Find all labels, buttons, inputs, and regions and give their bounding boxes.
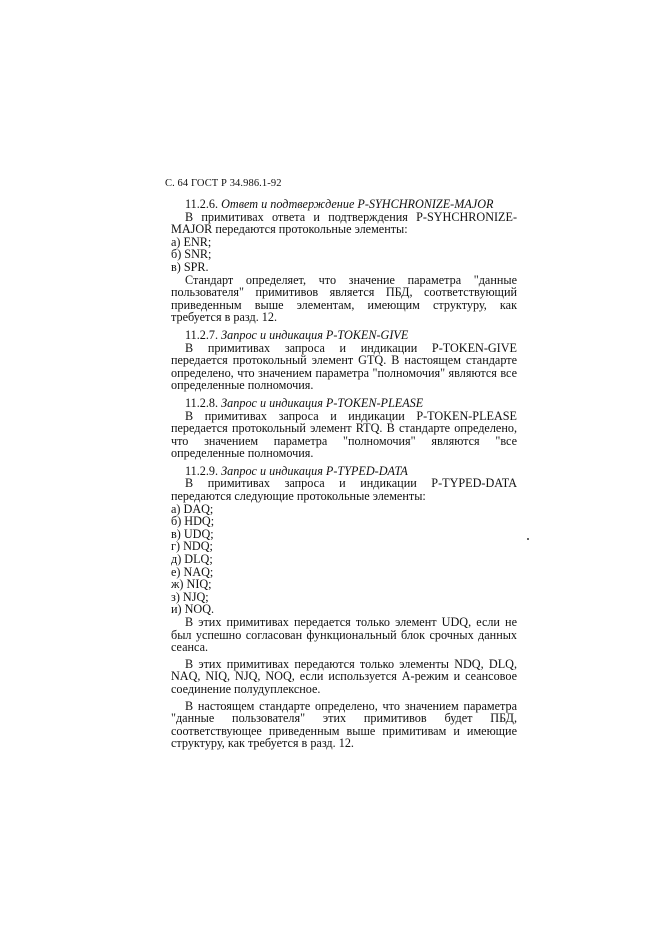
list-item: г) NDQ;: [171, 539, 213, 554]
section-intro: В примитивах запроса и индикации P-TYPED-DATA передаются следующие протокольные элементы:: [171, 476, 517, 504]
element-list: [171, 236, 517, 274]
section-number: 11.2.9.: [185, 463, 219, 478]
section-number: 11.2.8.: [185, 395, 219, 410]
section-title: Запрос и индикация P-TOKEN-PLEASE: [221, 395, 424, 410]
section-heading: [171, 198, 517, 211]
section-number: 11.2.7.: [185, 327, 219, 342]
list-item: д) DLQ;: [171, 552, 213, 567]
section-intro: В примитивах запроса и индикации P-TOKEN-GIVE передается протокольный элемент GTQ. В настоящем стандарте определено, что значением параметра "полномочия" являются все определенные полномочия.: [171, 340, 517, 393]
list-item: б) HDQ;: [171, 514, 215, 529]
list-item: и) NOQ.: [171, 602, 215, 617]
list-item: ж) NIQ;: [171, 577, 212, 592]
list-item: б) SNR;: [171, 247, 212, 262]
section-heading: [171, 397, 517, 410]
paragraph: В этих примитивах передается только элемент UDQ, если не был успешно согласован функциональный блок срочных данных сеанса.: [171, 615, 517, 655]
section-title: Запрос и индикация P-TYPED-DATA: [221, 463, 408, 478]
paragraph: В этих примитивах передаются только элементы NDQ, DLQ, NAQ, NIQ, NJQ, NOQ, если используется А-режим и сеансовое соединение полудуплексное.: [171, 656, 517, 696]
list-item: а) DAQ;: [171, 501, 214, 516]
element-list: [171, 503, 517, 616]
list-item: в) UDQ;: [171, 526, 214, 541]
list-item: е) NAQ;: [171, 564, 214, 579]
section-number: 11.2.6.: [185, 197, 219, 211]
list-item: а) ENR;: [171, 234, 212, 249]
scan-speck: [527, 538, 529, 540]
list-item: з) NJQ;: [171, 589, 209, 604]
section-title: Запрос и индикация P-TOKEN-GIVE: [221, 327, 409, 342]
section-title: Ответ и подтверждение P-SYHCHRONIZE-MAJOR: [221, 197, 494, 211]
page-header: С. 64 ГОСТ Р 34.986.1-92: [165, 178, 282, 189]
section-intro: В примитивах запроса и индикации P-TOKEN-PLEASE передается протокольный элемент RTQ. В стандарте определено, что значением параметра "полномочия" являются "все определенные полномочия.: [171, 408, 517, 461]
section-intro: В примитивах ответа и подтверждения P-SYHCHRONIZE-MAJOR передаются протокольные элементы:: [171, 209, 517, 237]
paragraph: Стандарт определяет, что значение параметра "данные пользователя" примитивов является ПБД, соответствующий приведенным выше элементам, имеющим структуру, как требуется в разд. 12.: [171, 272, 517, 325]
paragraph: В настоящем стандарте определено, что значением параметра "данные пользователя" этих примитивов будет ПБД, соответствующее приведенным выше примитивам и имеющие структуру, как требуется в разд. 12.: [171, 698, 517, 751]
list-item: в) SPR.: [171, 259, 209, 274]
document-body: [171, 198, 517, 750]
section-heading: [171, 329, 517, 342]
